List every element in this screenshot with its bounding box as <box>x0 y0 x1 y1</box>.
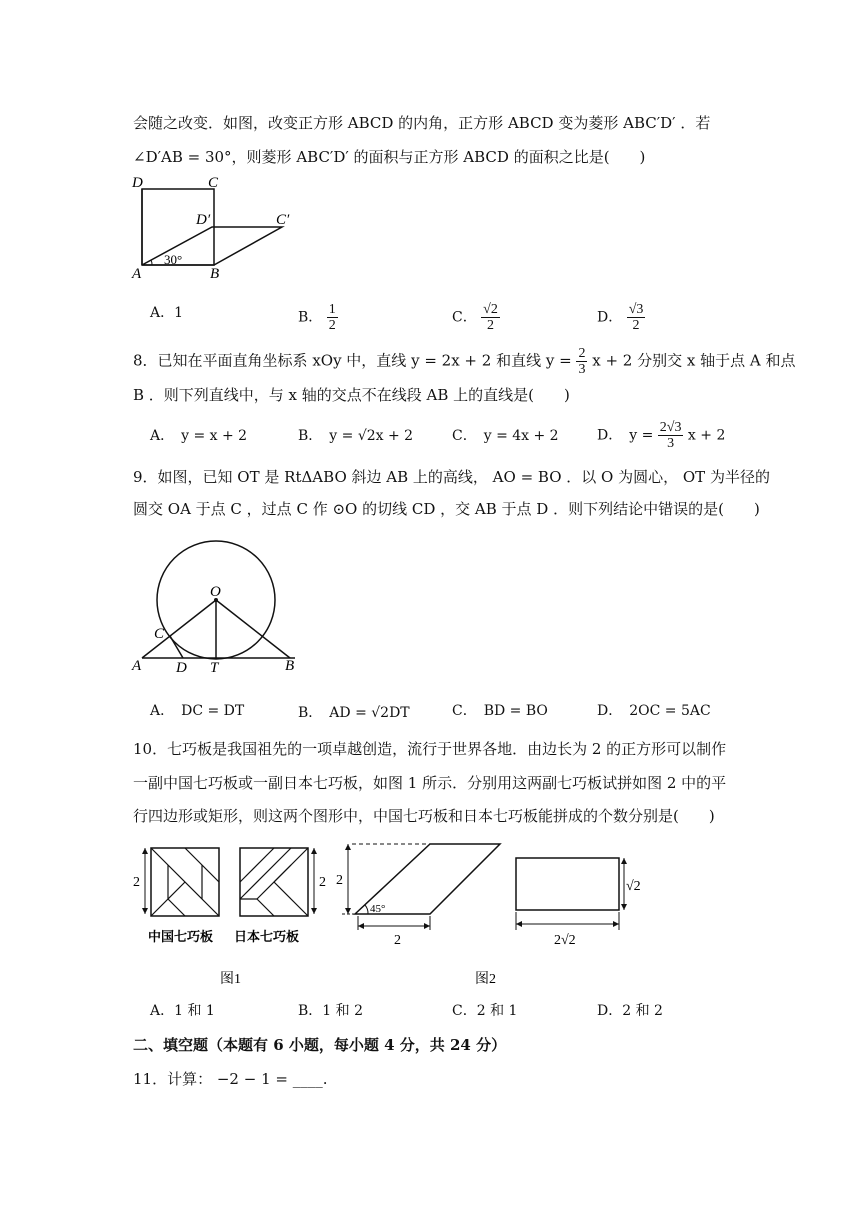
q9-label-O: O <box>210 584 221 600</box>
rect-width-label: 2√2 <box>554 933 576 948</box>
chinese-tangram <box>133 848 219 944</box>
fig1-caption: 图1 <box>220 972 241 987</box>
para-height-label: 2 <box>336 873 343 888</box>
q7-option-b: B． $\frac{1}{2}$ <box>298 302 336 333</box>
q8-option-a: A． y = x + 2 <box>150 428 248 444</box>
q9-option-c: C． BD = BO <box>452 703 548 719</box>
q10-option-c: C．2 和 1 <box>452 1003 518 1019</box>
rectangle <box>516 858 641 948</box>
jp-side-label: 2 <box>319 875 326 890</box>
cn-side-label: 2 <box>133 875 140 890</box>
parallelogram <box>336 844 500 948</box>
q9-option-b: B． AD = √2DT <box>298 705 410 721</box>
para-angle-label: 45° <box>370 903 386 915</box>
q7-text-line1: 会随之改变．如图，改变正方形 ABCD 的内角，正方形 ABCD 变为菱形 ABC′D′ ．若 <box>133 114 711 132</box>
q10-option-a: A．1 和 1 <box>150 1003 215 1019</box>
q8-option-d: D． y = $\frac{2√3}{3}$ x + 2 <box>597 420 726 451</box>
q7-label-Cp: C′ <box>276 212 290 228</box>
q9-option-a: A． DC = DT <box>150 703 245 719</box>
q9-text-line1: 9．如图，已知 OT 是 RtΔABO 斜边 AB 上的高线， AO = BO ．以 O 为圆心， OT 为半径的 <box>133 468 770 486</box>
japanese-tangram <box>234 848 326 944</box>
q7-text-line2: ∠D′AB = 30°，则菱形 ABC′D′ 的面积与正方形 ABCD 的面积之比是( ) <box>133 148 646 166</box>
q10-text-line1: 10．七巧板是我国祖先的一项卓越创造，流行于世界各地．由边长为 2 的正方形可以制作 <box>133 740 727 758</box>
q10-text-line3: 行四边形或矩形，则这两个图形中，中国七巧板和日本七巧板能拼成的个数分别是( ) <box>133 807 715 825</box>
q8-option-c: C． y = 4x + 2 <box>452 428 559 444</box>
q9-label-B: B <box>285 658 295 674</box>
rect-height-label: √2 <box>626 879 641 894</box>
q7-option-c: C． $\frac{√2}{2}$ <box>452 302 498 333</box>
fig2-caption: 图2 <box>475 972 496 987</box>
cn-caption: 中国七巧板 <box>148 929 214 944</box>
q9-label-T: T <box>210 660 219 676</box>
jp-caption: 日本七巧板 <box>234 929 300 944</box>
q9-label-C: C <box>154 626 165 642</box>
q9-text-line2: 圆交 OA 于点 C ，过点 C 作 ⊙O 的切线 CD ，交 AB 于点 D ．则下列结论中错误的是( ) <box>133 500 760 518</box>
q7-label-C: C <box>208 175 219 191</box>
q8-text-line1: 8．已知在平面直角坐标系 xOy 中，直线 y = 2x + 2 和直线 y = $\frac{2}{3}$ x + 2 分别交 x 轴于点 A 和点 <box>133 346 796 377</box>
q10-option-d: D．2 和 2 <box>597 1003 663 1019</box>
q10-figure <box>130 838 650 998</box>
q7-label-D: D <box>132 175 143 191</box>
q8-option-b: B． y = √2x + 2 <box>298 428 414 444</box>
q9-label-D: D <box>176 660 187 676</box>
q11-text: 11．计算： −2 − 1 = ____. <box>133 1070 328 1088</box>
q7-figure <box>130 172 300 282</box>
q9-figure <box>130 538 305 678</box>
q9-label-A: A <box>132 658 142 674</box>
q7-label-B: B <box>210 266 220 282</box>
q10-option-b: B．1 和 2 <box>298 1003 364 1019</box>
q10-text-line2: 一副中国七巧板或一副日本七巧板，如图 1 所示．分别用这两副七巧板试拼如图 2 中的平 <box>133 774 727 792</box>
para-base-label: 2 <box>394 933 401 948</box>
q9-option-d: D． 2OC = 5AC <box>597 703 711 719</box>
q8-text-line2: B ．则下列直线中，与 x 轴的交点不在线段 AB 上的直线是( ) <box>133 386 570 404</box>
q7-option-d: D． $\frac{√3}{2}$ <box>597 302 644 333</box>
q7-angle-label: 30° <box>164 252 183 267</box>
q7-option-a: A．1 <box>150 305 184 321</box>
q7-label-Dp: D′ <box>196 212 211 228</box>
section-heading: 二、填空题（本题有 6 小题，每小题 4 分，共 24 分） <box>133 1036 507 1054</box>
q7-label-A: A <box>132 266 142 282</box>
